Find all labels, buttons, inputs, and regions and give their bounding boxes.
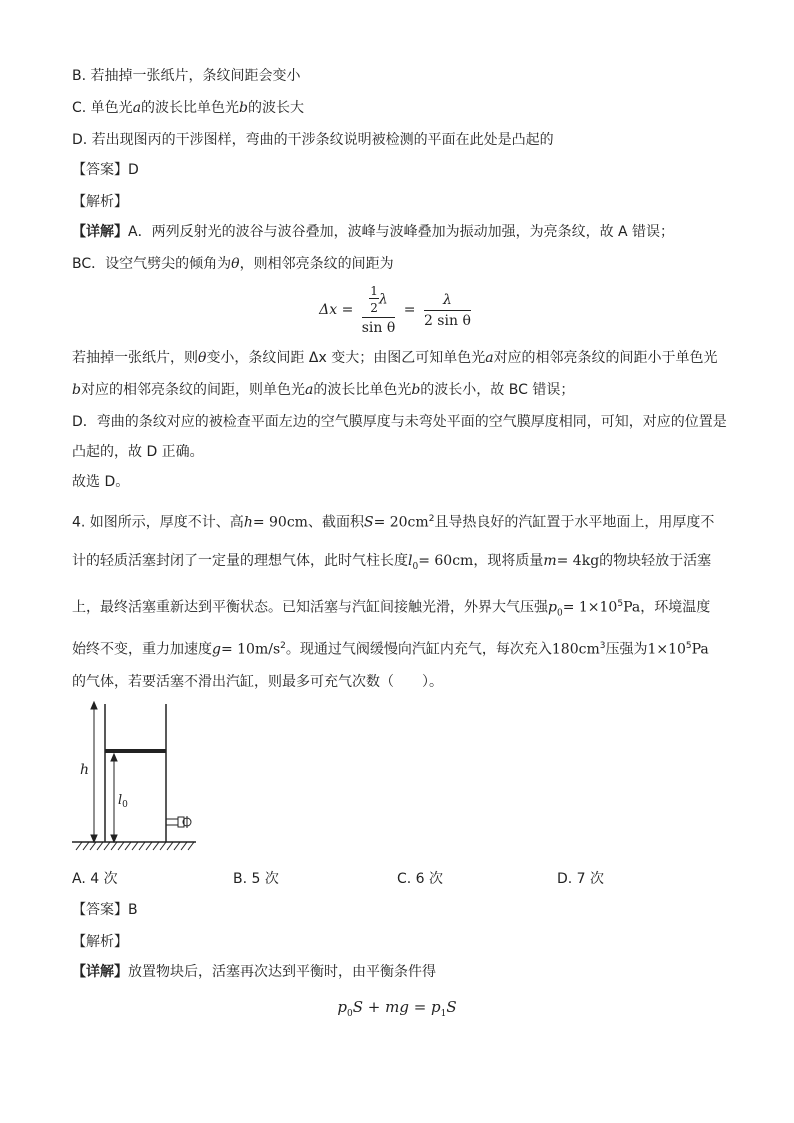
q4-l1-c: 且导热良好的汽缸置于水平地面上，用厚度不 [434,514,715,531]
option-c-end: 的波长大 [248,100,305,116]
l0-value: = 60cm [418,553,474,569]
var-b-3: b [411,382,421,398]
analysis-q3: 【解析】 [72,194,128,210]
var-theta: θ [231,256,240,272]
option-b-q4: B. 5 次 [233,871,279,887]
bc-intro-text: BC．设空气劈尖的倾角为 [72,256,232,272]
charge-pressure-exp: 5 [685,641,692,651]
eq-m: m [385,998,400,1016]
q4-l4-a: 始终不变，重力加速度 [72,641,212,658]
q4-line-1 [72,509,714,533]
q4-line-5: 的气体，若要活塞不滑出汽缸，则最多可充气次数（ ）。 [72,674,443,690]
valve-icon [166,816,191,828]
var-h: h [243,514,253,531]
half-fraction [369,284,379,315]
var-m: m [543,553,557,569]
bc-line-1-c: 对应的相邻亮条纹的间距小于单色光 [493,350,718,366]
formula-lhs: Δx = [319,302,354,318]
eq-p0-sub: 0 [346,1009,353,1019]
detail-q4 [72,962,436,982]
eq-p0: p [337,998,347,1016]
p0-sub: 0 [556,608,563,619]
answer-q3: 【答案】D [72,162,139,178]
eq-plus: + [362,998,386,1016]
q4-l3-a: 上，最终活塞重新达到平衡状态。已知活塞与汽缸间接触光滑，外界大气压强 [72,599,548,616]
q4-line-2 [72,551,711,577]
bc-line-1-a: 若抽掉一张纸片，则 [72,350,198,366]
q4-l2-c: 的物块轻放于活塞 [599,553,712,569]
q4-l2-b: ，现将质量 [473,553,544,569]
var-S: S [363,514,374,531]
lambda: λ [378,291,388,308]
d-line-1: D．弯曲的条纹对应的被检查平面左边的空气膜厚度与未弯处平面的空气膜厚度相同，可知，对应的位置是 [72,414,727,430]
piston [105,749,166,753]
var-p0: p [548,599,557,616]
detail-q4-text: 放置物块后，活塞再次达到平衡时，由平衡条件得 [128,964,436,980]
option-c-mid: 的波长比单色光 [141,100,240,116]
m-value: = 4kg [556,553,600,569]
option-c [72,98,304,118]
var-a-2: a [485,350,494,366]
q4-l4-b: 。现通过气阀缓慢向汽缸内充气，每次充入 [285,641,552,658]
fringe-spacing-formula [0,284,794,336]
bc-line-2 [72,380,574,400]
bc-line-1-b: 变小，条纹间距 Δx 变大；由图乙可知单色光 [206,350,486,366]
g-value: = 10m/s [220,641,281,658]
var-b-2: b [72,382,81,398]
label-h: h [80,762,90,778]
q4-l1-a: 4. 如图所示，厚度不计、高 [72,514,244,531]
volume-value: 180cm [551,641,600,658]
detail-a-text: A．两列反射光的波谷与波谷叠加，波峰与波峰叠加为振动加强，为亮条纹，故 A 错误； [128,224,675,240]
p0-value: = 1×10 [562,599,618,616]
q4-l4-c: 压强为 [605,641,648,658]
option-c-q4: C. 6 次 [397,871,444,887]
p0-exp: 5 [617,599,624,609]
var-b: b [239,100,249,116]
formula-frac-2 [424,292,471,329]
bc-intro-text-2: ，则相邻亮条纹的间距为 [239,256,394,272]
equilibrium-equation [0,998,794,1019]
formula-frac-1 [362,284,396,336]
detail-a [72,222,674,242]
q4-l3-b: ，环境温度 [640,599,711,616]
S-exp: 2 [428,514,435,524]
height-arrow [91,702,97,842]
answer-q4: 【答案】B [72,902,138,918]
option-c-text: C. 单色光 [72,100,133,116]
eq-p1-sub: 1 [440,1009,447,1019]
eq-S2: S [446,998,457,1016]
q4-l2-a: 计的轻质活塞封闭了一定量的理想气体，此时气柱长度 [72,553,408,569]
choose-q3: 故选 D。 [72,474,130,490]
eq-equals: = [408,998,432,1016]
d-line-2: 凸起的，故 D 正确。 [72,444,204,460]
cylinder-figure [70,698,210,858]
label-l0: $l_0$ [118,793,128,810]
half-num: 1 [370,284,378,298]
detail-label-q4: 【详解】 [72,964,128,980]
var-a-3: a [304,382,314,398]
S-value: = 20cm [373,514,429,531]
detail-label: 【详解】 [72,224,128,240]
l0-sub: 0 [412,561,419,572]
eq-S1: S [352,998,363,1016]
eq-g: g [399,998,409,1016]
option-b: B. 若抽掉一张纸片，条纹间距会变小 [72,68,301,84]
option-a: A. 4 次 [72,871,118,887]
formula-frac-1-num [362,284,396,318]
bc-line-2-b: 的波长比单色光 [313,382,412,398]
ground [72,842,196,850]
q4-l1-b: 、截面积 [307,514,364,531]
option-d: D. 若出现图丙的干涉图样，弯曲的干涉条纹说明被检测的平面在此处是凸起的 [72,132,554,148]
formula-frac-2-num: λ [424,292,471,311]
bc-intro [72,254,394,274]
var-theta-2: θ [198,350,207,366]
q4-line-3 [72,594,710,623]
var-g: g [212,641,221,658]
gas-column-arrow [111,754,117,842]
charge-pressure: 1×10 [647,641,686,658]
g-exp: 2 [280,641,286,651]
formula-frac-2-den: 2 sin θ [423,312,471,329]
var-l0: l [408,553,413,569]
bc-line-1 [72,348,718,368]
h-value: = 90cm [252,514,308,531]
p0-unit: Pa [623,599,641,616]
charge-pressure-unit: Pa [691,641,709,658]
analysis-q4: 【解析】 [72,934,128,950]
option-d-q4: D. 7 次 [557,871,605,887]
formula-eq: = [403,302,416,318]
var-a: a [132,100,142,116]
bc-line-2-a: 对应的相邻亮条纹的间距，则单色光 [80,382,305,398]
bc-line-2-c: 的波长小，故 BC 错误； [420,382,575,398]
eq-p1: p [431,998,441,1016]
formula-frac-1-den: sin θ [361,320,396,336]
volume-exp: 3 [599,641,606,651]
q4-line-4 [72,636,709,660]
half-den: 2 [370,301,378,315]
